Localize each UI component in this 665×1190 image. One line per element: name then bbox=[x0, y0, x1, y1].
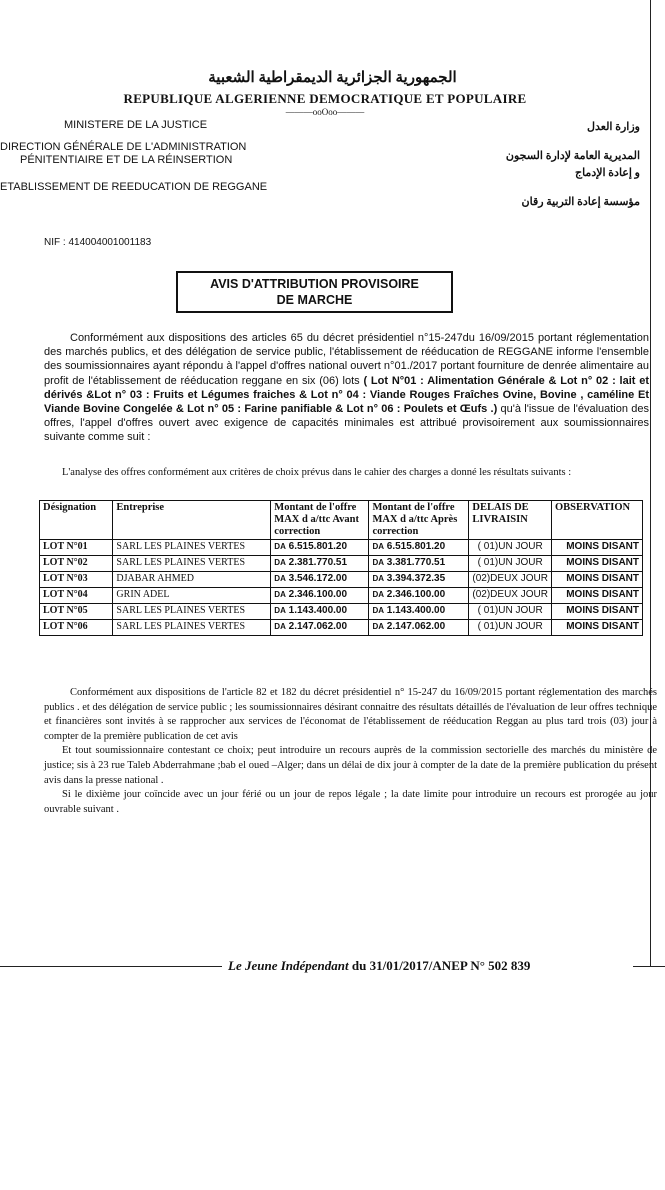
currency-label: DA bbox=[274, 606, 286, 615]
attribution-lots-list: ( Lot N°01 : Alimentation Générale & Lot n° 02 : lait et dérivés &Lot n° 03 : Fruits et Légumes fraiches & Lot n° 04 : Viande Rouges Fraîches Ovine, Bovine , caméline Et Viande Bovine Congelée & Lot n° 05 : Farine panifiable & Lot n° 06 : Poulets et Œufs .) bbox=[44, 374, 649, 416]
observation-cell: MOINS DISANT bbox=[552, 572, 643, 588]
lot-cell: LOT N°01 bbox=[40, 540, 113, 556]
header-observation: OBSERVATION bbox=[552, 501, 643, 540]
amount-before-cell bbox=[271, 540, 369, 556]
lot-cell: LOT N°02 bbox=[40, 556, 113, 572]
delivery-delay-cell: ( 01)UN JOUR bbox=[469, 556, 552, 572]
amount-before-value: 6.515.801.20 bbox=[288, 541, 348, 552]
observation-cell: MOINS DISANT bbox=[552, 588, 643, 604]
publication-reference: du 31/01/2017/ANEP N° 502 839 bbox=[348, 958, 531, 973]
amount-after-value: 2.147.062.00 bbox=[386, 621, 446, 632]
observation-cell: MOINS DISANT bbox=[552, 604, 643, 620]
amount-before-cell bbox=[271, 572, 369, 588]
publication-footer bbox=[228, 958, 530, 974]
ministry-label: MINISTERE DE LA JUSTICE bbox=[64, 119, 208, 131]
amount-after-cell bbox=[369, 572, 469, 588]
footer-rule-right bbox=[633, 966, 665, 967]
attribution-text-part-1: Conformément aux dispositions des articles 65 du décret présidentiel n°15-247du 16/09/2015 portant réglementation des marchés publics, et des délégation de service public, l'établissement de rééducation de REGGANE informe l'ensemble des soumissionnaires ayant répondu à l'appel d'offres national ouvert n°01./2017 portant fourniture de denrée alimentaire au profit de l'établissement de rééducation reggane en six (06) lots bbox=[44, 332, 649, 387]
title-ornament: ———ooOoo——— bbox=[285, 107, 365, 117]
notice-title-box bbox=[176, 271, 453, 313]
amount-after-cell bbox=[369, 604, 469, 620]
attribution-paragraph bbox=[44, 331, 649, 445]
lot-cell: LOT N°03 bbox=[40, 572, 113, 588]
currency-label: DA bbox=[274, 574, 286, 583]
direction-line-2: PÉNITENTIAIRE ET DE LA RÉINSERTION bbox=[20, 154, 233, 166]
lot-cell: LOT N°04 bbox=[40, 588, 113, 604]
delivery-delay-cell: ( 01)UN JOUR bbox=[469, 604, 552, 620]
newspaper-name: Le Jeune Indépendant bbox=[228, 958, 349, 973]
header-montant-avant: Montant de l'offre MAX d a/ttc Avant correction bbox=[271, 501, 369, 540]
table-row bbox=[40, 620, 643, 636]
header-entreprise: Entreprise bbox=[113, 501, 271, 540]
amount-after-cell bbox=[369, 556, 469, 572]
table-row bbox=[40, 540, 643, 556]
observation-cell: MOINS DISANT bbox=[552, 540, 643, 556]
arabic-establishment-label: مؤسسة إعادة التربية رقان bbox=[521, 196, 640, 208]
arabic-direction-line-2: و إعادة الإدماج bbox=[574, 167, 640, 179]
delivery-delay-cell: ( 01)UN JOUR bbox=[469, 620, 552, 636]
entreprise-cell: GRIN ADEL bbox=[113, 588, 271, 604]
currency-label: DA bbox=[274, 622, 286, 631]
currency-label: DA bbox=[274, 542, 286, 551]
amount-after-value: 2.346.100.00 bbox=[386, 589, 446, 600]
amount-before-cell bbox=[271, 588, 369, 604]
right-border-line bbox=[650, 0, 651, 966]
amount-before-value: 2.346.100.00 bbox=[288, 589, 348, 600]
table-header-row bbox=[40, 501, 643, 540]
notice-title-line-1: AVIS D'ATTRIBUTION PROVISOIRE bbox=[210, 277, 419, 291]
deadline-paragraph: Si le dixième jour coïncide avec un jour férié ou un jour de repos légale ; la date limite pour introduire un recours est prorogée au jour ouvrable suivant . bbox=[44, 789, 657, 815]
republic-title: REPUBLIQUE ALGERIENNE DEMOCRATIQUE ET POPULAIRE bbox=[123, 91, 527, 106]
table-row bbox=[40, 556, 643, 572]
amount-before-value: 2.147.062.00 bbox=[288, 621, 348, 632]
footer-rule-left bbox=[0, 966, 222, 967]
direction-line-1: DIRECTION GÉNÉRALE DE L'ADMINISTRATION bbox=[0, 141, 247, 153]
nif-number: NIF : 414004001001183 bbox=[44, 237, 152, 248]
offers-results-table bbox=[39, 500, 643, 636]
entreprise-cell: DJABAR AHMED bbox=[113, 572, 271, 588]
amount-before-value: 3.546.172.00 bbox=[288, 573, 348, 584]
entreprise-cell: SARL LES PLAINES VERTES bbox=[113, 604, 271, 620]
arabic-direction-line-1: المديرية العامة لإدارة السجون bbox=[505, 150, 640, 162]
lot-cell: LOT N°05 bbox=[40, 604, 113, 620]
arabic-republic-title: الجمهورية الجزائرية الديمقراطية الشعبية bbox=[208, 70, 457, 86]
amount-before-value: 2.381.770.51 bbox=[288, 557, 348, 568]
observation-cell: MOINS DISANT bbox=[552, 620, 643, 636]
analysis-intro bbox=[44, 466, 656, 480]
lot-cell: LOT N°06 bbox=[40, 620, 113, 636]
results-consultation-paragraph: Conformément aux dispositions de l'article 82 et 182 du décret présidentiel n° 15-247 du 16/09/2015 portant réglementation des marchés publics . et des délégation de service public ; les soumissionnaires désirant connaitre des résultats détaillés de l'évaluation de leur offres technique et financières sont invités à se rapprocher aux services de l'économat de l'établissement de rééducation Reggan au plus tard trois (03) jour à compter de la première publication de cet avis bbox=[44, 687, 657, 742]
currency-label: DA bbox=[274, 590, 286, 599]
table-row bbox=[40, 588, 643, 604]
establishment-label: ETABLISSEMENT DE REEDUCATION DE REGGANE bbox=[0, 181, 268, 193]
delivery-delay-cell: (02)DEUX JOUR bbox=[469, 572, 552, 588]
table-row bbox=[40, 572, 643, 588]
header-delais: DELAIS DE LIVRAISIN bbox=[469, 501, 552, 540]
currency-label: DA bbox=[372, 590, 384, 599]
amount-before-cell bbox=[271, 620, 369, 636]
amount-after-value: 3.381.770.51 bbox=[386, 557, 446, 568]
notice-title-line-2: DE MARCHE bbox=[276, 293, 353, 307]
amount-before-cell bbox=[271, 604, 369, 620]
amount-after-cell bbox=[369, 588, 469, 604]
header-montant-apres: Montant de l'offre MAX d a/ttc Après correction bbox=[369, 501, 469, 540]
entreprise-cell: SARL LES PLAINES VERTES bbox=[113, 540, 271, 556]
delivery-delay-cell: (02)DEUX JOUR bbox=[469, 588, 552, 604]
table-row bbox=[40, 604, 643, 620]
arabic-ministry-label: وزارة العدل bbox=[587, 121, 640, 133]
currency-label: DA bbox=[372, 542, 384, 551]
observation-cell: MOINS DISANT bbox=[552, 556, 643, 572]
currency-label: DA bbox=[372, 622, 384, 631]
delivery-delay-cell: ( 01)UN JOUR bbox=[469, 540, 552, 556]
amount-before-value: 1.143.400.00 bbox=[288, 605, 348, 616]
amount-after-cell bbox=[369, 540, 469, 556]
currency-label: DA bbox=[372, 606, 384, 615]
entreprise-cell: SARL LES PLAINES VERTES bbox=[113, 620, 271, 636]
entreprise-cell: SARL LES PLAINES VERTES bbox=[113, 556, 271, 572]
amount-after-cell bbox=[369, 620, 469, 636]
amount-after-value: 6.515.801.20 bbox=[386, 541, 446, 552]
amount-before-cell bbox=[271, 556, 369, 572]
appeal-paragraph: Et tout soumissionnaire contestant ce choix; peut introduire un recours auprès de la commission sectorielle des marchés du ministère de justice; sis à 23 rue Taleb Abderrahmane ;bab el oued –Alger; dans un délai de dix jour à compter de la date de la première publication du présent avis dans la presse national . bbox=[44, 745, 657, 786]
currency-label: DA bbox=[372, 574, 384, 583]
header-designation: Désignation bbox=[40, 501, 113, 540]
attribution-text-part-2: qu'à l'issue de l'évaluation des offres, l'appel d'offres ouvert avec exigence de capacités minimales est attribué provisoirement aux soumissionnaires suivante comme suit : bbox=[44, 403, 649, 444]
closing-paragraphs bbox=[44, 686, 657, 817]
currency-label: DA bbox=[274, 558, 286, 567]
currency-label: DA bbox=[372, 558, 384, 567]
analysis-intro-text: L'analyse des offres conformément aux critères de choix prévus dans le cahier des charges a donné les résultats suivants : bbox=[62, 467, 572, 478]
amount-after-value: 1.143.400.00 bbox=[386, 605, 446, 616]
amount-after-value: 3.394.372.35 bbox=[386, 573, 446, 584]
